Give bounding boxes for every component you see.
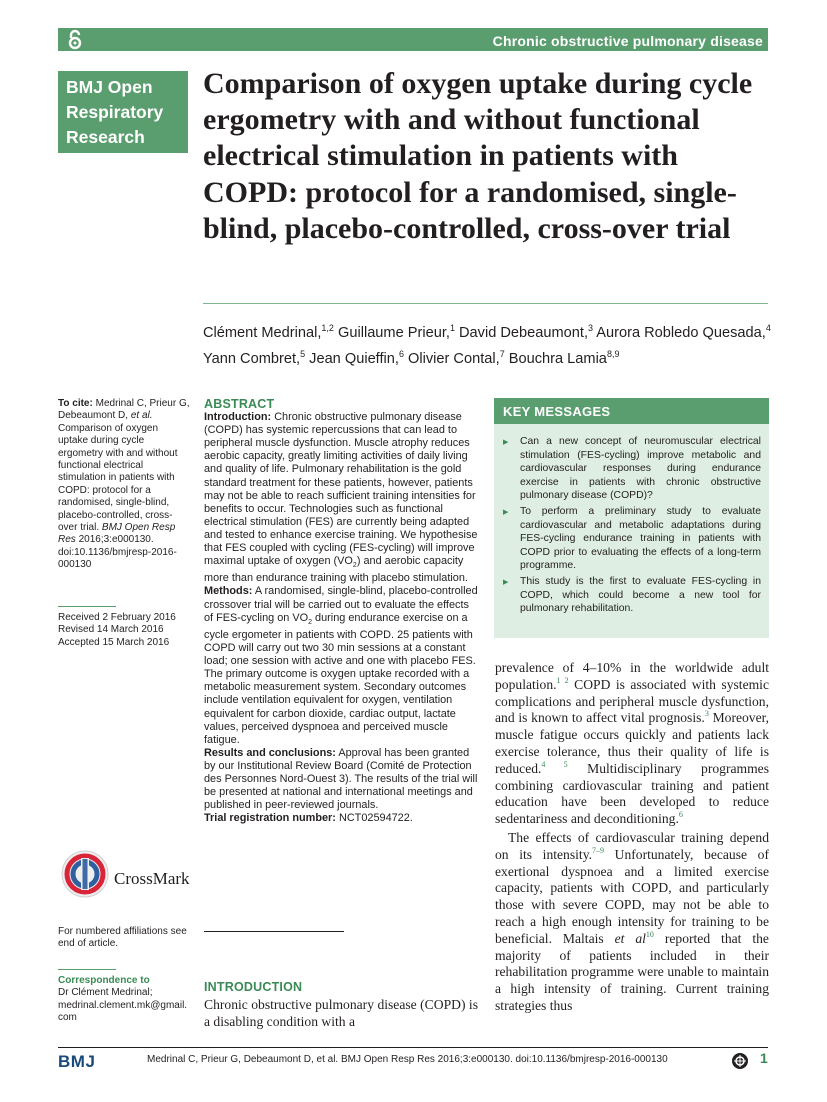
divider xyxy=(58,606,116,607)
reference-link[interactable]: 6 xyxy=(678,810,683,820)
divider xyxy=(203,303,768,304)
cite-doi[interactable]: 2016;3:e000130. doi:10.1136/bmjresp-2016-000130 xyxy=(58,534,177,571)
body-text-run: Multidisciplinary programmes combining cardiovascular training and patient education have been developed to reduce sedentariness and deconditioning. xyxy=(495,760,769,827)
bmj-logo[interactable]: BMJ xyxy=(58,1052,96,1071)
affiliation-ref: 3 xyxy=(588,323,594,333)
affiliations-note: For numbered affiliations see end of article. xyxy=(58,926,187,950)
abstract-label: Introduction: xyxy=(204,411,272,424)
correspondence-name: Dr Clément Medrinal; xyxy=(58,987,153,999)
author-name[interactable]: Clément Medrinal, xyxy=(203,325,322,341)
dates-block xyxy=(58,612,190,649)
article-title: Comparison of oxygen uptake during cycle ergometry with and without functional electrical stimulation in patients with COPD: protocol for a randomised, single-blind, placebo-controlled, cross-over trial xyxy=(203,67,753,245)
abstract-heading: ABSTRACT xyxy=(204,397,275,411)
reference-link[interactable]: 7–9 xyxy=(592,845,605,855)
body-text-run: et al xyxy=(614,930,646,946)
author-list xyxy=(203,318,773,370)
accepted-date: Accepted 15 March 2016 xyxy=(58,636,170,648)
divider xyxy=(58,969,116,970)
key-message-item: ▶ This study is the first to evaluate FES-cycling in COPD, which could become a new tool for pulmonary rehabilitation. xyxy=(503,575,761,616)
abstract-label: Methods: xyxy=(204,585,253,598)
author-name[interactable]: Bouchra Lamia xyxy=(508,351,607,367)
received-date: Received 2 February 2016 xyxy=(58,612,176,623)
reference-link[interactable]: 3 xyxy=(704,709,709,719)
body-text-run: Moreover, muscle fatigue occurs quickly and patients lack exercise tolerance, thus their quality of life is reduced. xyxy=(495,710,770,776)
divider xyxy=(204,931,344,932)
reference-link[interactable]: 4 5 xyxy=(541,759,568,769)
key-message-item: ▶ To perform a preliminary study to evaluate cardiovascular and metabolic adaptations during FES-cycling endurance training in patients with COPD prior to evaluating the effects of a long-term programme. xyxy=(503,505,761,573)
journal-line: Respiratory xyxy=(66,102,164,122)
author-name[interactable]: Guillaume Prieur, xyxy=(338,325,450,341)
subscript: 2 xyxy=(352,562,357,570)
affiliation-ref: 4 xyxy=(765,323,771,333)
affiliation-ref: 7 xyxy=(499,349,505,359)
revised-date: Revised 14 March 2016 xyxy=(58,624,164,636)
divider xyxy=(58,1047,768,1048)
journal-line: BMJ Open xyxy=(66,77,153,97)
body-text-run: reported that the majority of patients included in their rehabilitation programme were unable to maintain a high intensity of training. Current training strategies thus xyxy=(495,930,769,1013)
abstract-results xyxy=(204,747,478,812)
body-text-run: Unfortunately, because of exertional dyspnoea and a limited exercise capacity, patients with COPD, and particularly those with severe COPD, may not be able to reach a high enough intensity for training to be beneficial. Maltais xyxy=(495,846,769,946)
author-name[interactable]: Yann Combret, xyxy=(203,351,301,367)
cite-text: Comparison of oxygen uptake during cycle ergometry with and without functional electrical stimulation in patients with COPD: protocol for a randomised, single-blind, placebo-controlled, cross-over trial. xyxy=(58,422,178,534)
author-name[interactable]: David Debeaumont, xyxy=(459,325,589,341)
correspondence-block xyxy=(58,975,190,1025)
author-name[interactable]: Olivier Contal, xyxy=(408,351,500,367)
abstract-label: Results and conclusions: xyxy=(204,746,336,759)
correspondence-label: Correspondence to xyxy=(58,975,150,986)
publisher-seal-icon xyxy=(731,1052,749,1070)
trial-number-link[interactable]: NCT02594722. xyxy=(338,812,413,825)
affiliation-ref: 6 xyxy=(398,349,404,359)
affiliation-ref: 8,9 xyxy=(606,349,620,359)
abstract-trial-registration xyxy=(204,812,478,825)
cite-text: Medrinal C, Prieur G, Debeaumont D, xyxy=(58,398,190,422)
reference-link[interactable]: 1 2 xyxy=(556,675,569,685)
introduction-heading: INTRODUCTION xyxy=(204,980,303,994)
open-access-icon xyxy=(64,29,86,51)
abstract-text: Chronic obstructive pulmonary disease (COPD) has systemic repercussions that can lead to peripheral muscle dysfunction. Muscle atrophy reduces aerobic capacity, greatly limiting activities of daily living and quality of life. Pulmonary rehabilitation is the gold standard treatment for these patients, however, patients may not be able to reach sufficient training intensities for benefits to occur. Technologies such as functional electrical stimulation (FES) are currently being adapted and tested to enhance exercise training. We hypothesise that FES coupled with cycling (FES-cycling) will improve maximal uptake of oxygen (VO xyxy=(204,411,478,568)
abstract-label: Trial registration number: xyxy=(204,812,336,825)
section-label: Chronic obstructive pulmonary disease xyxy=(492,33,763,49)
author-name[interactable]: Aurora Robledo Quesada, xyxy=(596,325,766,341)
abstract xyxy=(204,398,478,825)
crossmark-icon[interactable] xyxy=(60,849,110,899)
body-paragraph xyxy=(495,660,769,828)
subscript: 2 xyxy=(308,618,313,626)
body-text-run: The effects of cardiovascular training depend on its intensity. xyxy=(495,829,769,862)
body-paragraph xyxy=(495,830,769,1015)
abstract-text: during endurance exercise on a cycle ergometer in patients with COPD. 25 patients with COPD will carry out two 30 min sessions at a constant load; one session with active and one with placebo FES. The primary outcome is oxygen uptake recorded with a metabolic measurement system. Secondary outcomes include ventilation equivalent for oxygen, ventilation equivalent for carbon dioxide, cardiac output, lactate values, perceived dyspnoea and perceived muscle fatigue. xyxy=(204,611,476,746)
crossmark-label[interactable]: CrossMark xyxy=(114,869,190,888)
citation-block xyxy=(58,398,190,572)
introduction-text: Chronic obstructive pulmonary disease (COPD) is a disabling condition with a xyxy=(204,997,478,1029)
cite-label: To cite: xyxy=(58,398,93,409)
affiliation-ref: 1,2 xyxy=(321,323,334,333)
affiliation-ref: 1 xyxy=(449,323,455,333)
affiliation-ref: 5 xyxy=(300,349,306,359)
body-text xyxy=(495,660,769,1015)
abstract-text: A randomised, single-blind, placebo-controlled crossover trial will be carried out to evaluate the effects of FES-cycling on VO xyxy=(204,585,478,624)
cite-journal: BMJ Open Resp Res xyxy=(58,522,176,546)
abstract-text: ) and aerobic capacity more than endurance training with placebo stimulation. xyxy=(204,555,468,585)
author-name[interactable]: Jean Quieffin, xyxy=(309,351,399,367)
key-message-item: ▶ Can a new concept of neuromuscular electrical stimulation (FES-cycling) improve metabolic and cardiovascular responses during endurance exercise in patients with chronic obstructive pulmonary disease (COPD)? xyxy=(503,435,761,503)
journal-line: Research xyxy=(66,127,145,147)
abstract-introduction xyxy=(204,411,478,585)
footer-citation: Medrinal C, Prieur G, Debeaumont D, et al. BMJ Open Resp Res 2016;3:e000130. doi:10.1136/bmjresp-2016-000130 xyxy=(147,1054,668,1065)
key-messages-heading: KEY MESSAGES xyxy=(494,398,769,424)
body-text-run: prevalence of 4–10% in the worldwide adult population. xyxy=(495,660,769,692)
cite-etal: et al. xyxy=(130,410,153,422)
body-text-run: COPD is associated with systemic complications and peripheral muscle dysfunction, and is known to affect vital prognosis. xyxy=(495,676,769,726)
page-number: 1 xyxy=(760,1050,768,1066)
reference-link[interactable]: 10 xyxy=(645,929,654,939)
correspondence-email[interactable]: medrinal.clement.mk@gmail.com xyxy=(58,999,188,1024)
abstract-text: Approval has been granted by our Institutional Review Board (Comité de Protection des Personnes Nord-Ouest 3). The results of the trial will be presented at national and international meetings and published in peer-reviewed journals. xyxy=(204,746,478,812)
key-messages-list xyxy=(503,435,761,618)
abstract-methods xyxy=(204,585,478,746)
journal-logo[interactable] xyxy=(58,71,188,153)
